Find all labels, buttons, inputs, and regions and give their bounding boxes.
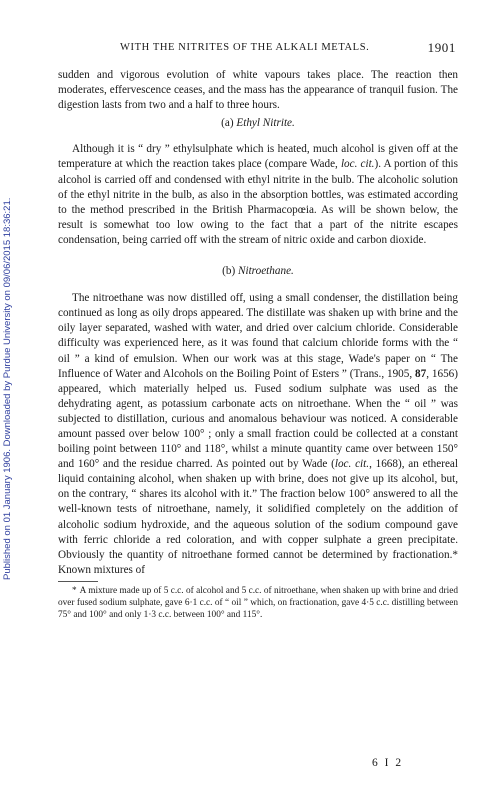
paragraph-text: ). A portion of this alcohol is carried off and condensed with ethyl nitrite in the bulb. The alcoholic solution of the ethyl nitrite in the bulb, as also in the absorption bottles, was estimated according to the method prescribed in the British Pharmacopœia. As will be shown below, the result is somewhat too low owing to the fact that a part of the nitrite escapes condensation, being carried off with the stream of nitric oxide and carbon dioxide. [58, 158, 459, 246]
running-head [58, 42, 458, 56]
section-title-ethyl-nitrite: Ethyl Nitrite. [236, 117, 295, 130]
paragraph-text: , 1668), an ethereal liquid containing alcohol, when shaken up with brine, does not give up its alcohol, but, on the contrary, “ shares its alcohol with it.” The fraction below 100° answered to all the well-known tests of nitroethane, namely, it solidified completely on the addition of alcoholic sodium hydroxide, and the aqueous solution of the sodium compound gave with ferric chloride a red coloration, and with copper sulphate a green precipitate. Obviously the quantity of nitroethane formed cannot be determined by fractionation.* Known mixtures of [58, 458, 459, 576]
footnote [58, 585, 458, 621]
paragraph-text: The nitroethane was now distilled off, using a small condenser, the distillation being continued as long as oily drops appeared. The distillate was shaken up with brine and the oily layer separated, washed with water, and dried over calcium chloride. Considerable difficulty was experienced here, as it was found that calcium chloride forms with the “ oil ” a kind of emulsion. When our work was at this stage, Wade's paper on “ The Influence of Water and Alcohols on the Boiling Point of Esters ” (Trans., 1905, [58, 292, 458, 380]
section-label-a: (a) [221, 117, 234, 130]
section-heading-ethyl-nitrite [58, 116, 458, 131]
printer-signature-mark: 6 I 2 [372, 757, 404, 769]
running-head-title: WITH THE NITRITES OF THE ALKALI METALS. [120, 42, 370, 53]
footnote-divider [58, 581, 98, 582]
paragraph-nitroethane [58, 291, 458, 578]
section-heading-nitroethane [58, 264, 458, 279]
citation-volume: 87 [415, 367, 427, 380]
publication-sidebar-note [2, 100, 16, 580]
footnote-marker: * [72, 585, 77, 596]
paragraph-ethyl-nitrite [58, 142, 458, 248]
section-title-nitroethane: Nitroethane. [238, 265, 294, 278]
paragraph-text: , 1656) appeared, which materially helped us. Fused sodium sulphate was used as the dehydrating agent, as potassium carbonate acts on nitroethane. When the “ oil ” was subjected to distillation, curious and anomalous behaviour was noticed. A considerable amount passed over below 100° ; only a small fraction could be collected at a constant boiling point between 110° and 118°, whilst a minute quantity came over between 150° and 160° and the residue charred. As pointed out by Wade ( [58, 367, 458, 471]
publication-note-text: Published on 01 January 1906. Downloaded by Purdue University on 09/06/2015 18:36:21. [2, 197, 13, 580]
section-label-b: (b) [222, 265, 236, 278]
paragraph-intro: sudden and vigorous evolution of white vapours takes place. The reaction then moderates, effervescence ceases, and the mass has the appearance of tranquil fusion. The digestion lasts from two and a half to three hours. [58, 69, 458, 112]
citation-loc-cit: loc. cit. [340, 158, 375, 171]
footnote-text: A mixture made up of 5 c.c. of alcohol and 5 c.c. of nitroethane, when shaken up with brine and dried over fused sodium sulphate, gave 6·1 c.c. of “ oil ” which, on fractionation, gave 4·5 c.c. distilling between 75° and 100° and only 1·3 c.c. between 100° and 115°. [58, 585, 458, 620]
paragraph-text: Although it is “ dry ” ethylsulphate which is heated, much alcohol is given off at the temperature at which the reaction takes place (compare Wade, [58, 143, 458, 171]
article-body [58, 68, 458, 621]
page-number: 1901 [427, 40, 456, 55]
citation-loc-cit: loc. cit. [334, 458, 370, 471]
